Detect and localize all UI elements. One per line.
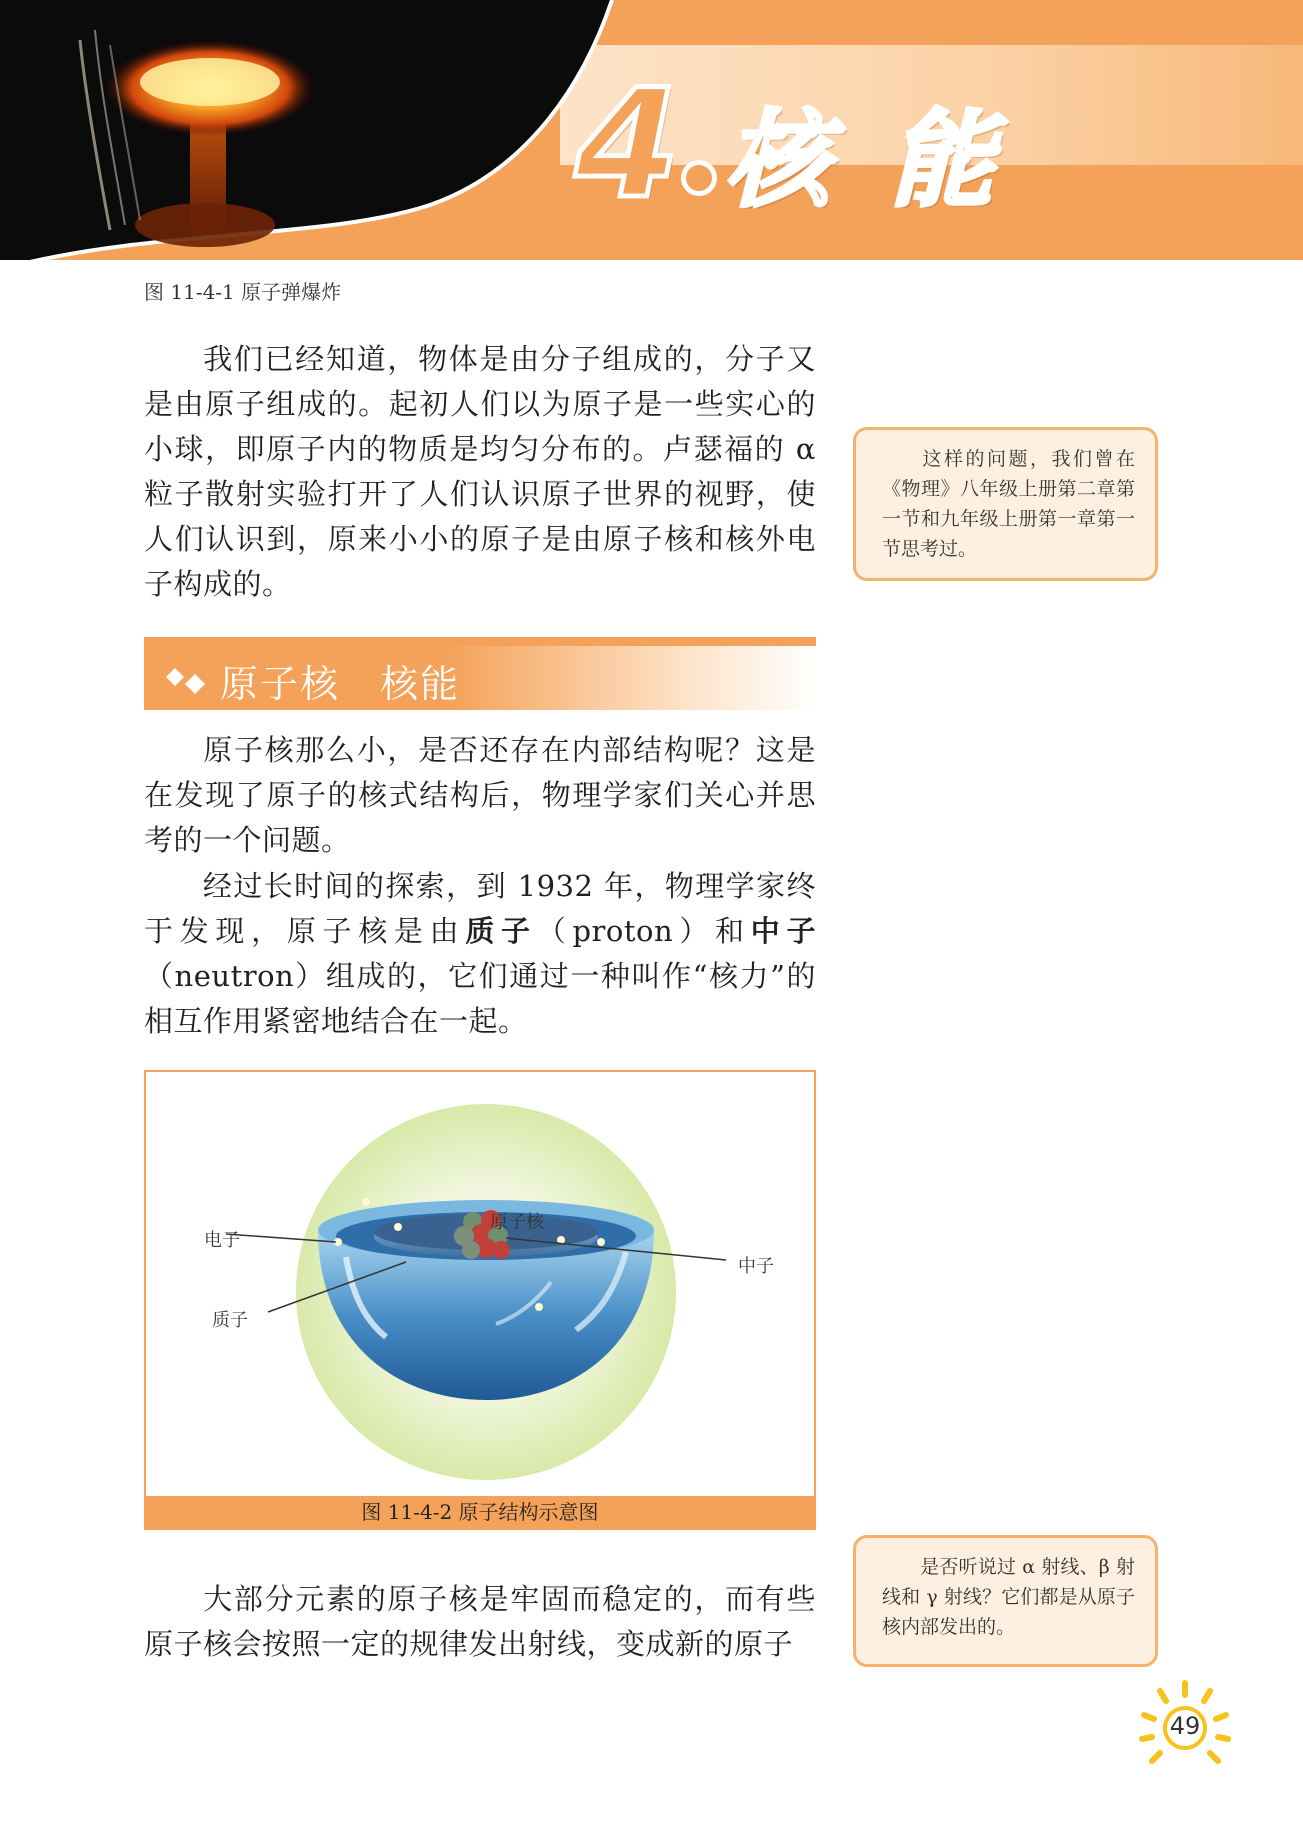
body-paragraph-1-text: 原子核那么小，是否还存在内部结构呢？这是在发现了原子的核式结构后，物理学家们关心并思考的一个问题。 [144,733,816,857]
label-neutron: 中子 [738,1256,774,1277]
chapter-title [575,58,1054,232]
body-paragraph-2a: 经过长时间的探索，到 1932 年，物理学家终于发现，原子核是由 [144,869,816,948]
atom-structure-figure [144,1070,816,1530]
page-number-badge [1130,1675,1240,1785]
chapter-name: 核能 [725,99,1054,221]
term-neutron: 中子 [750,914,816,948]
body-paragraph-2 [144,864,816,1044]
label-nucleus: 原子核 [490,1212,544,1233]
body-paragraph-2c: （neutron）组成的，它们通过一种叫作“核力”的相互作用紧密地结合在一起。 [144,959,816,1038]
side-note-2 [853,1535,1158,1667]
side-note-1 [853,427,1158,581]
body-paragraph-2b: （proton）和 [536,914,751,948]
intro-paragraph [144,337,816,607]
side-note-2-text: 是否听说过 α 射线、β 射线和 γ 射线？它们都是从原子核内部发出的。 [882,1556,1135,1638]
side-note-1-text: 这样的问题，我们曾在《物理》八年级上册第二章第一节和九年级上册第一章第一节思考过。 [882,448,1135,560]
figure-caption-explosion: 图 11-4-1 原子弹爆炸 [144,280,342,304]
chapter-dot [681,160,717,196]
intro-text: 我们已经知道，物体是由分子组成的，分子又是由原子组成的。起初人们以为原子是一些实心的小球，即原子内的物质是均匀分布的。卢瑟福的 α 粒子散射实验打开了人们认识原子世界的视野，使人们认识到，原来小小的原子是由原子核和核外电子构成的。 [144,342,816,601]
diamond-icon [164,666,210,696]
body-paragraph-3-text: 大部分元素的原子核是牢固而稳定的，而有些原子核会按照一定的规律发出射线，变成新的原子 [144,1582,816,1661]
body-paragraph-1 [144,728,816,863]
figure-caption-atom: 图 11-4-2 原子结构示意图 [146,1496,814,1528]
label-electron: 电子 [204,1230,240,1251]
chapter-number: 4 [575,58,680,232]
label-proton: 质子 [212,1310,248,1331]
body-paragraph-3 [144,1577,816,1667]
term-proton: 质子 [465,914,537,948]
section-title: 原子核 核能 [220,662,461,706]
atom-diagram [146,1072,818,1532]
section-heading [144,637,816,710]
page-number: 49 [1169,1712,1201,1740]
